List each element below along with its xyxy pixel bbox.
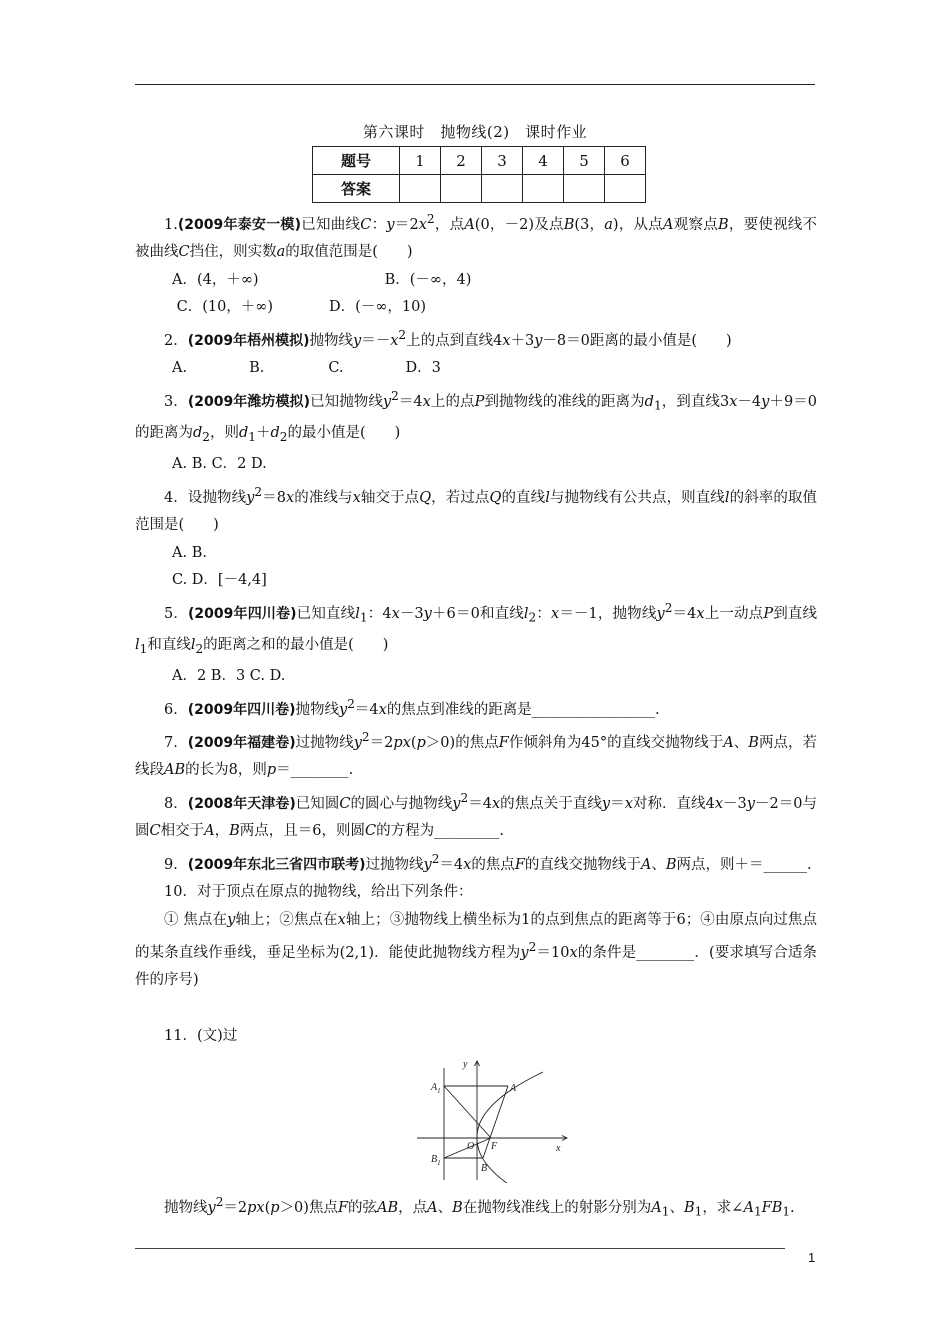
label-f: F <box>491 1141 498 1153</box>
option-b[interactable]: B. <box>249 360 265 377</box>
header-rule <box>135 84 815 85</box>
option-a[interactable]: A．(4，＋∞) <box>172 271 259 288</box>
question-source: (2009年福建卷) <box>187 734 296 751</box>
question-11: 11．(文)过 <box>164 1027 238 1044</box>
question-1: 1.(2009年泰安一模)已知曲线C：$y=2x^2$，点A(0，－2)及点B(3，a)，从点A观察点B，要使视线不被曲线C挡住，则实数a的取值范围是( ) <box>135 212 818 261</box>
column-number: 2 <box>441 147 482 175</box>
label-a1: $A_1$ <box>431 1082 441 1096</box>
page-title: 第六课时 抛物线(2) 课时作业 <box>362 123 588 141</box>
question-6: 6．(2009年四川卷)抛物线$y^2=4x$的焦点到准线的距离是_________________. <box>164 696 660 718</box>
column-number: 5 <box>564 147 605 175</box>
question-5: 5．(2009年四川卷)已知直线$l_1$：4x－3y＋6＝0和直线$l_2$：x＝－1，抛物线$y^2=4x$上一动点P到直线$l_1$和直线$l_2$的距离之和的最小值是( ) <box>135 600 818 656</box>
footer-rule <box>135 1248 785 1249</box>
answer-cell[interactable] <box>400 175 441 203</box>
label-x: x <box>556 1143 561 1155</box>
question-source: (2009年泰安一模) <box>177 216 302 233</box>
column-number: 4 <box>523 147 564 175</box>
answer-table <box>312 146 646 203</box>
answer-cell[interactable] <box>523 175 564 203</box>
question-list <box>135 206 817 1227</box>
question-source: (2009年东北三省四市联考) <box>187 856 366 873</box>
column-number: 6 <box>605 147 646 175</box>
parabola-figure <box>417 1058 577 1183</box>
question-number-header: 题号 <box>313 147 400 175</box>
question-1-options-cd <box>135 294 817 322</box>
question-source: (2009年四川卷) <box>187 701 296 718</box>
question-4-options-ab: A. B. <box>172 544 207 561</box>
label-a: A <box>510 1083 517 1095</box>
question-5-options: A．2 B．3 C. D. <box>172 668 286 685</box>
label-b: B <box>481 1163 488 1175</box>
question-10: 10．对于顶点在原点的抛物线，给出下列条件： <box>164 884 473 901</box>
option-c[interactable]: C．(10，＋∞) <box>176 299 274 316</box>
table-row <box>313 147 646 175</box>
label-b1: $B_1$ <box>431 1154 441 1168</box>
answer-cell[interactable] <box>482 175 523 203</box>
question-2-options <box>135 355 817 383</box>
option-c[interactable]: C. <box>328 360 344 377</box>
question-source: (2009年梧州模拟) <box>187 332 310 349</box>
question-9: 9．(2009年东北三省四市联考)过抛物线$y^2=4x$的焦点F的直线交抛物线于A、B两点，则＋＝______. <box>164 851 812 873</box>
answer-cell[interactable] <box>605 175 646 203</box>
question-source: (2009年四川卷) <box>188 605 297 622</box>
option-d[interactable]: D．3 <box>405 360 441 377</box>
question-3-options: A. B. C．2 D. <box>172 456 267 473</box>
question-11-body: 抛物线$y^2=2px(p>0)$焦点F的弦AB，点A、B在抛物线准线上的射影分别为$A_1$、$B_1$，求$\angle A_1FB_1$. <box>164 1195 795 1220</box>
option-d[interactable]: D．(－∞，10) <box>329 299 427 316</box>
question-source: (2008年天津卷) <box>187 795 296 812</box>
page-number: 1 <box>808 1250 816 1265</box>
question-4: 4．设抛物线$y^2=8x$的准线与x轴交于点Q，若过点Q的直线l与抛物线有公共点，则直线l的斜率的取值范围是( ) <box>135 484 818 534</box>
question-1-options-ab <box>135 267 817 295</box>
label-o: O <box>467 1141 475 1153</box>
option-b[interactable]: B．(－∞，4) <box>384 271 472 288</box>
question-10-conditions: ① 焦点在y轴上；②焦点在x轴上；③抛物线上横坐标为1的点到焦点的距离等于6；④由原点向过焦点的某条直线作垂线，垂足坐标为(2,1)．能使此抛物线方程为$y^2=10x$的条件是________．(要求填写合适条件的序号) <box>135 911 818 989</box>
question-8: 8．(2008年天津卷)已知圆C的圆心与抛物线$y^2=4x$的焦点关于直线y＝x对称．直线4x－3y－2＝0与圆C相交于A，B两点，且＝6，则圆C的方程为_________. <box>135 790 818 840</box>
answer-cell[interactable] <box>564 175 605 203</box>
question-source: (2009年潍坊模拟) <box>187 393 311 410</box>
question-7: 7．(2009年福建卷)过抛物线$y^2=2px(p>0)$的焦点F作倾斜角为45°的直线交抛物线于A、B两点，若线段AB的长为8，则p＝________. <box>135 730 818 779</box>
label-y: y <box>463 1059 468 1071</box>
question-2: 2．(2009年梧州模拟)抛物线$y=-x^2$上的点到直线4x＋3y－8＝0距离的最小值是( ) <box>164 327 732 349</box>
table-row <box>313 175 646 203</box>
option-a[interactable]: A. <box>172 360 188 377</box>
segment-a1f <box>444 1086 491 1138</box>
answer-header: 答案 <box>313 175 400 203</box>
question-4-options-cd: C. D．[－4,4] <box>172 572 267 589</box>
column-number: 3 <box>482 147 523 175</box>
column-number: 1 <box>400 147 441 175</box>
answer-cell[interactable] <box>441 175 482 203</box>
question-3: 3．(2009年潍坊模拟)已知抛物线$y^2=4x$上的点P到抛物线的准线的距离为$d_1$，到直线3x－4y＋9＝0的距离为$d_2$，则$d_1+d_2$的最小值是( ) <box>135 388 818 444</box>
